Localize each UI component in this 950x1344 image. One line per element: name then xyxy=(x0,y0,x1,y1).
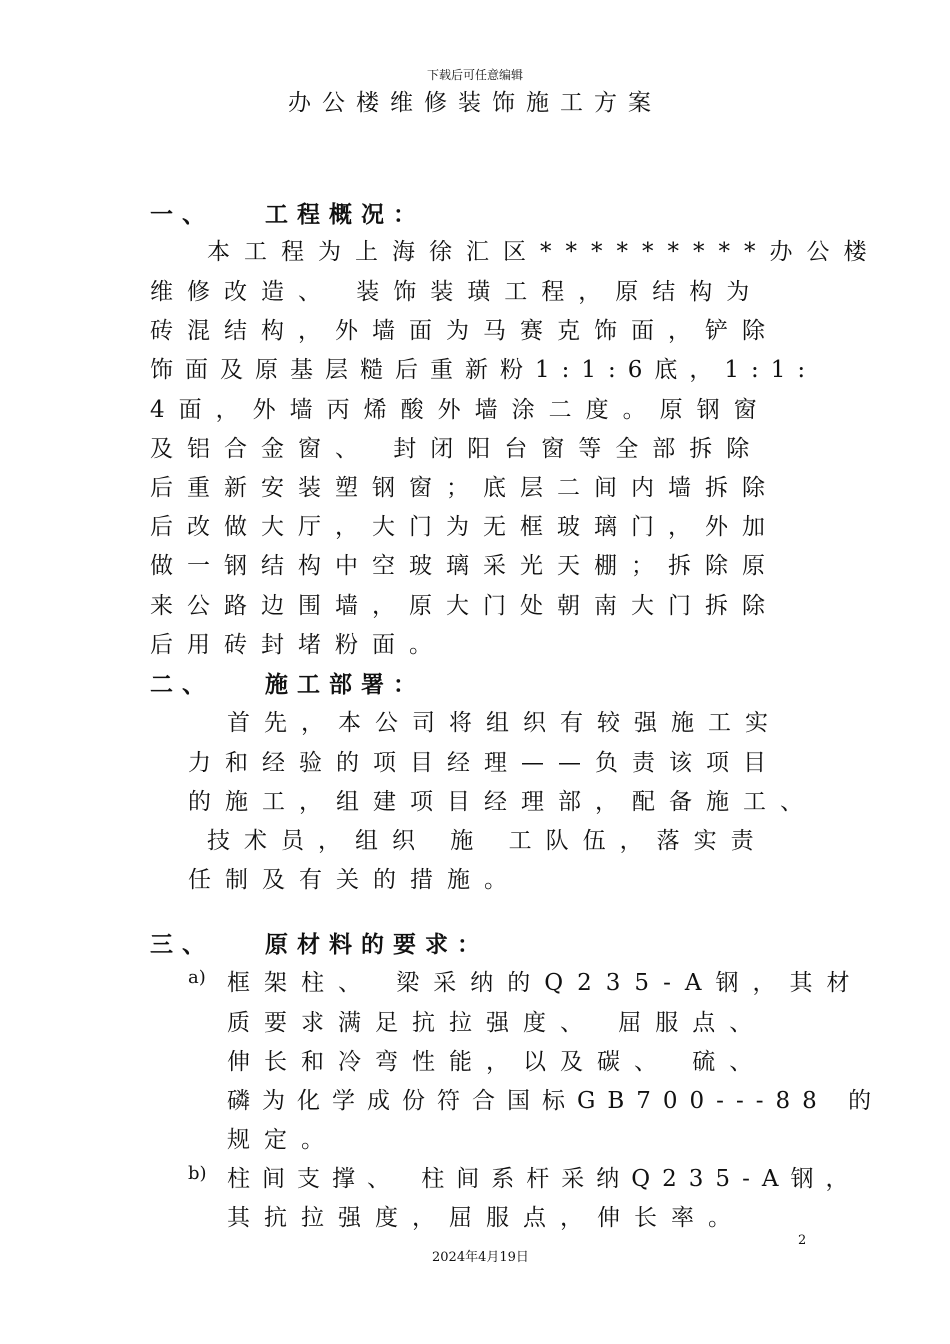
section-1-line: 本工程为上海徐汇区*********办公楼 xyxy=(207,239,881,265)
list-item-line: 规定。 xyxy=(227,1127,338,1153)
section-2-number: 二、 xyxy=(150,672,214,698)
section-2-heading: 施工部署： xyxy=(265,672,425,698)
document-title: 办公楼维修装饰施工方案 xyxy=(288,90,662,116)
section-1-line: 及铝合金窗、 封闭阳台窗等全部拆除 xyxy=(150,436,764,462)
list-marker: a) xyxy=(188,967,206,988)
section-1-line: 后用砖封堵粉面。 xyxy=(150,632,446,658)
section-3-heading: 原材料的要求： xyxy=(265,932,489,958)
section-3-number: 三、 xyxy=(150,932,214,958)
section-1-line: 砖混结构，外墙面为马赛克饰面，铲除 xyxy=(150,318,779,344)
page-number: 2 xyxy=(798,1233,807,1248)
section-2-line: 首先，本公司将组织有较强施工实 xyxy=(227,710,782,736)
footer-date: 2024年4月19日 xyxy=(432,1250,529,1265)
section-1-line: 饰面及原基层糙后重新粉1:1:6底，1:1: xyxy=(150,357,818,383)
section-2-line: 技术员，组织 施 工队伍，落实责 xyxy=(207,828,768,854)
list-item-line: 磷为化学成份符合国标GB700---88 的 xyxy=(227,1088,884,1114)
section-1-heading: 工程概况： xyxy=(265,202,425,228)
list-marker: b) xyxy=(188,1163,207,1184)
list-item-line: 柱间支撑、 柱间系杆采纳Q235-A钢， xyxy=(227,1166,861,1192)
section-1-line: 做一钢结构中空玻璃采光天棚；拆除原 xyxy=(150,553,779,579)
section-2-line: 任制及有关的措施。 xyxy=(188,867,521,893)
header-note: 下载后可任意编辑 xyxy=(426,68,523,82)
section-2-line: 的施工，组建项目经理部，配备施工、 xyxy=(188,789,817,815)
list-item-line: 质要求满足抗拉强度、 屈服点、 xyxy=(227,1010,767,1036)
section-1-line: 来公路边围墙，原大门处朝南大门拆除 xyxy=(150,593,779,619)
section-2-line: 力和经验的项目经理——负责该项目 xyxy=(188,750,780,776)
section-1-line: 后改做大厅，大门为无框玻璃门，外加 xyxy=(150,514,779,540)
section-1-line: 后重新安装塑钢窗；底层二间内墙拆除 xyxy=(150,475,779,501)
list-item-line: 伸长和冷弯性能，以及碳、 硫、 xyxy=(227,1049,767,1075)
section-1-number: 一、 xyxy=(150,202,214,228)
section-1-line: 4面，外墙丙烯酸外墙涂二度。原钢窗 xyxy=(150,397,771,423)
list-item-line: 框架柱、 梁采纳的Q235-A钢，其材 xyxy=(227,970,864,996)
list-item-line: 其抗拉强度，屈服点，伸长率。 xyxy=(227,1205,745,1231)
section-1-line: 维修改造、 装饰装璜工程，原结构为 xyxy=(150,279,764,305)
